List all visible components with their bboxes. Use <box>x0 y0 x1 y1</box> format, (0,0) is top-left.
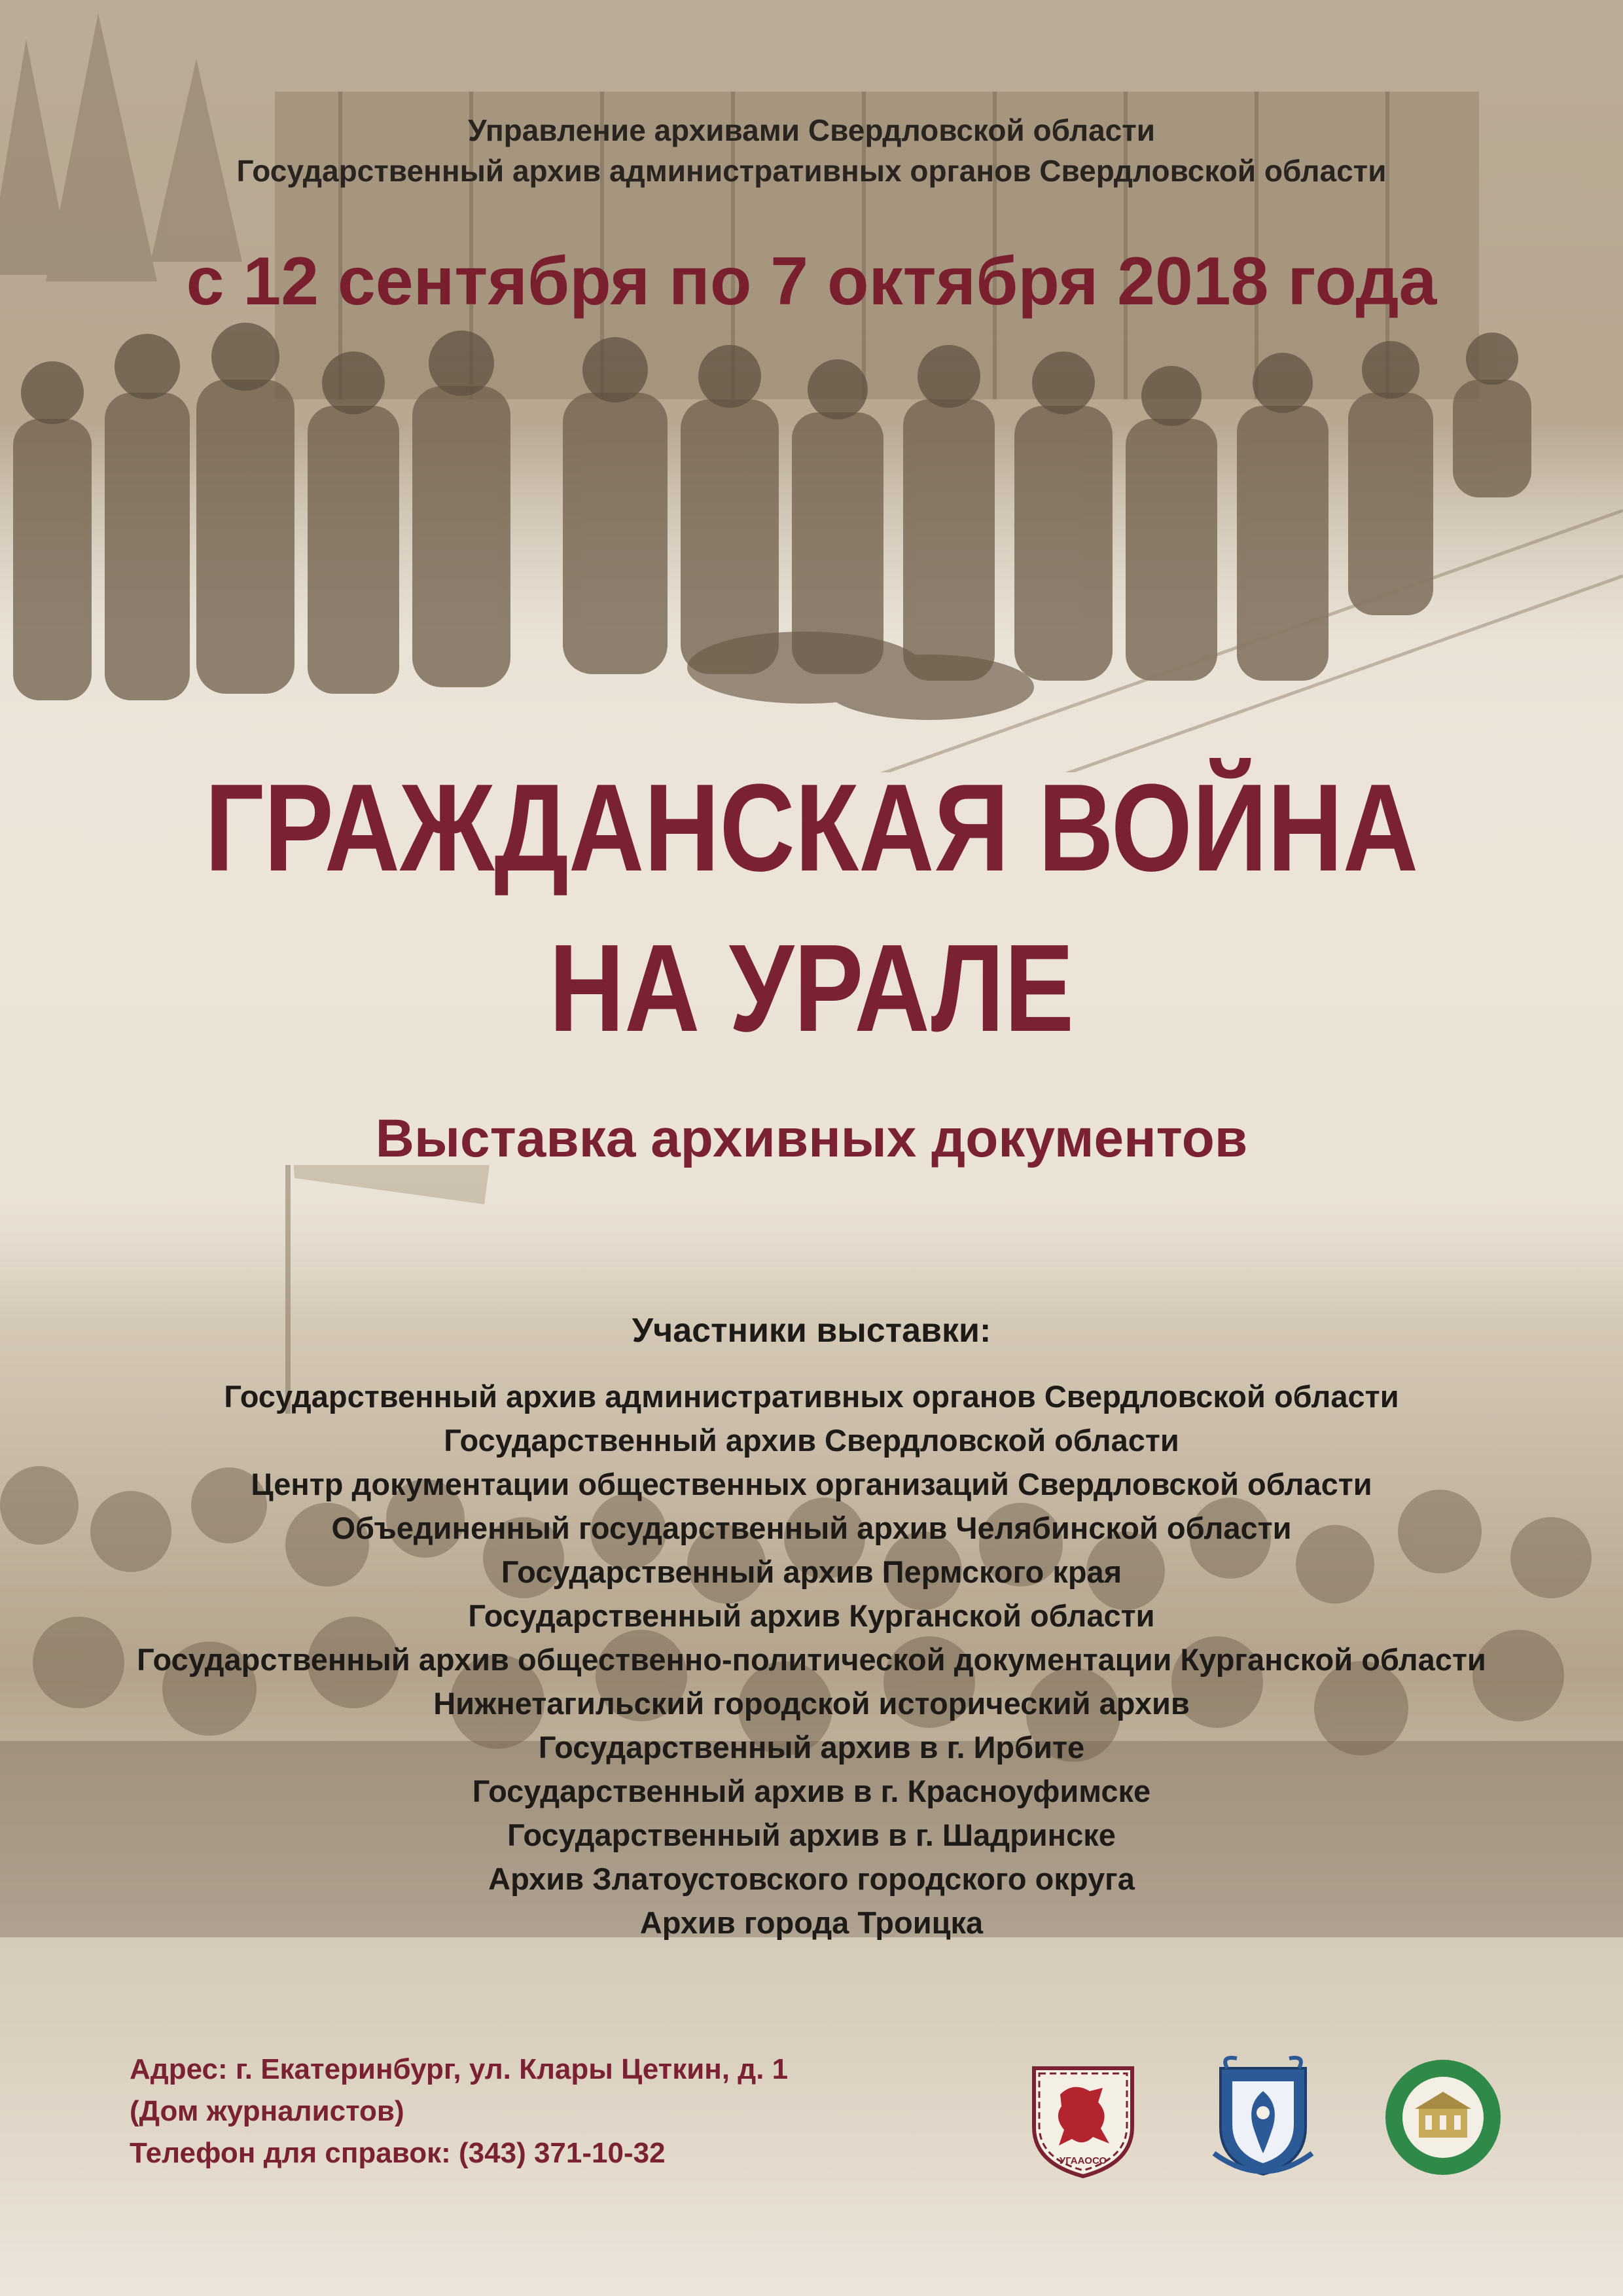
participant-item: Объединенный государственный архив Челябинской области <box>331 1511 1292 1545</box>
exhibition-subtitle: Выставка архивных документов <box>375 1109 1248 1168</box>
participant-item: Нижнетагильский городской исторический архив <box>433 1686 1190 1721</box>
participant-item: Государственный архив Пермского края <box>501 1554 1122 1589</box>
exhibition-title-line-1: ГРАЖДАНСКАЯ ВОЙНА <box>204 759 1419 897</box>
journalists-union-emblem-icon <box>1381 2055 1505 2179</box>
venue-text: (Дом журналистов) <box>130 2095 404 2127</box>
participant-item: Государственный архив в г. Ирбите <box>538 1730 1085 1765</box>
phone-text: Телефон для справок: (343) 371-10-32 <box>130 2137 666 2169</box>
participants-list <box>0 1374 1623 1945</box>
logo1-text: УГААОСО <box>1059 2155 1107 2166</box>
participant-item: Государственный архив Курганской области <box>468 1598 1155 1633</box>
exhibition-title-line-2: НА УРАЛЕ <box>548 919 1075 1058</box>
partner-logos <box>1021 2055 1505 2179</box>
participant-item: Государственный архив в г. Красноуфимске <box>472 1774 1151 1808</box>
participant-item: Государственный архив общественно-политической документации Курганской области <box>137 1642 1486 1677</box>
participant-item: Государственный архив в г. Шадринске <box>507 1818 1116 1852</box>
organizer-line-1: Управление архивами Свердловской области <box>467 113 1156 147</box>
participant-item: Архив Златоустовского городского округа <box>488 1861 1135 1896</box>
organizer-line-2: Государственный архив административных органов Свердловской области <box>236 154 1387 188</box>
participants-heading: Участники выставки: <box>632 1312 991 1350</box>
participant-item: Центр документации общественных организаций Свердловской области <box>251 1467 1372 1501</box>
participant-item: Архив города Троицка <box>639 1905 984 1940</box>
address-text: Адрес: г. Екатеринбург, ул. Клары Цеткин, д. 1 <box>130 2053 789 2085</box>
exhibition-dates: с 12 сентября по 7 октября 2018 года <box>186 243 1437 319</box>
contact-info <box>130 2049 788 2174</box>
participant-item: Государственный архив Свердловской области <box>444 1423 1179 1458</box>
participant-item: Государственный архив административных органов Свердловской области <box>224 1379 1399 1414</box>
archive-lion-emblem-icon <box>1021 2055 1145 2179</box>
coat-of-arms-icon <box>1201 2055 1325 2179</box>
